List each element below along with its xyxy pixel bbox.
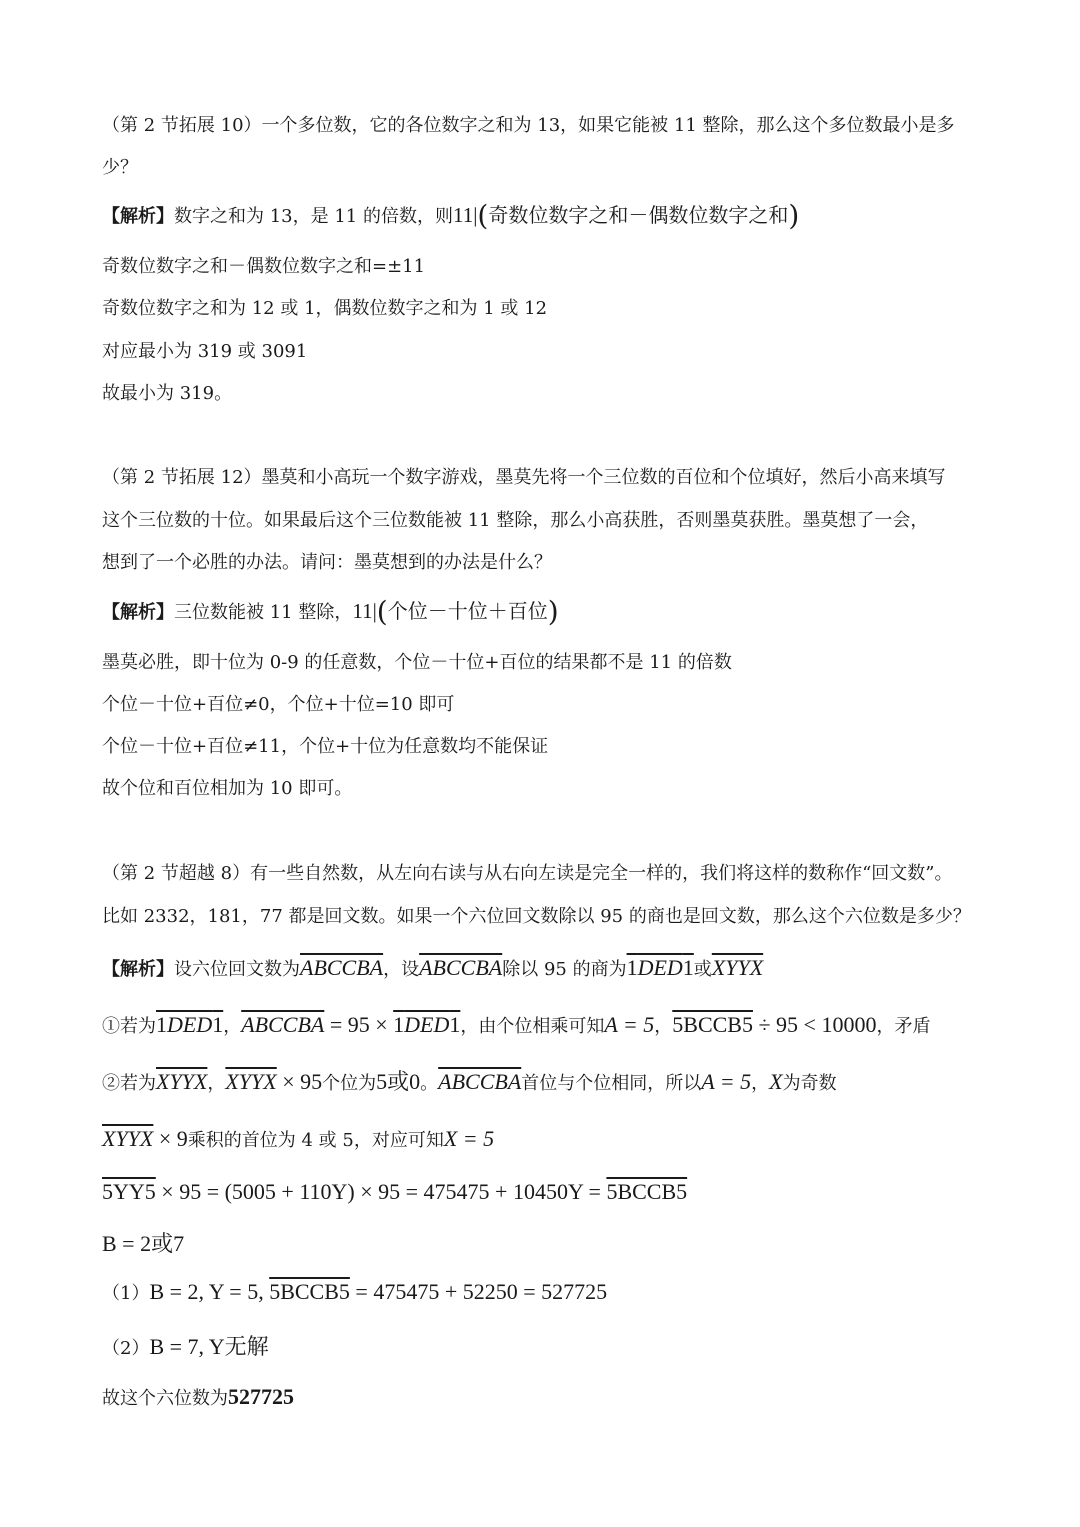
answer-text: 设六位回文数为 bbox=[174, 959, 300, 980]
problem1-answer-line3: 奇数位数字之和为 12 或 1，偶数位数字之和为 1 或 12 bbox=[102, 298, 548, 319]
problem3-answer-line8: （2）B = 7, Y无解 bbox=[102, 1334, 269, 1359]
answer-text: ，设 bbox=[383, 959, 420, 980]
problem3-answer-line9: 故这个六位数为527725 bbox=[102, 1384, 294, 1409]
problem1-question-line2: 少？ bbox=[102, 157, 138, 178]
math-1ded1: 1DED1 bbox=[626, 955, 694, 980]
problem3-answer-line2: ①若为1DED1，ABCCBA = 95 × 1DED1，由个位相乘可知A = 5，5BCCB5 ÷ 95 < 10000，矛盾 bbox=[102, 1012, 931, 1037]
math-1ded1: 1DED1 bbox=[393, 1012, 461, 1037]
problem3-answer-line7: （1）B = 2, Y = 5, 5BCCB5 = 475475 + 52250 = 527725 bbox=[102, 1279, 608, 1304]
math-abccba: ABCCBA bbox=[419, 955, 503, 980]
problem3-answer-line4: XYYX × 9乘积的首位为 4 或 5，对应可知X = 5 bbox=[102, 1126, 495, 1151]
math-abccba: ABCCBA bbox=[300, 955, 384, 980]
problem3-answer-line6: B = 2或7 bbox=[102, 1231, 185, 1256]
problem2-answer-line3: 个位－十位+百位≠0，个位+十位=10 即可 bbox=[102, 694, 455, 715]
problem1-answer-line5: 故最小为 319。 bbox=[102, 383, 233, 404]
problem3-answer-line3: ②若为XYYX，XYYX × 95个位为5或0。ABCCBA首位与个位相同，所以A = 5，X为奇数 bbox=[102, 1069, 837, 1094]
math-inner: 奇数位数字之和－偶数位数字之和 bbox=[488, 203, 789, 227]
problem1-answer-line4: 对应最小为 319 或 3091 bbox=[102, 341, 308, 362]
problem2-answer-line4: 个位－十位+百位≠11，个位+十位为任意数均不能保证 bbox=[102, 736, 549, 757]
problem1-question-line1: （第 2 节拓展 10）一个多位数，它的各位数字之和为 13，如果它能被 11 整除，那么这个多位数最小是多 bbox=[102, 115, 955, 136]
math-xyyx: XYYX bbox=[711, 955, 764, 980]
analysis-tag: 【解析】 bbox=[102, 206, 174, 227]
problem3-answer-line1 bbox=[102, 955, 763, 983]
final-answer: 527725 bbox=[228, 1384, 294, 1409]
answer-text: 或 bbox=[693, 959, 712, 980]
problem2-question-line2: 这个三位数的十位。如果最后这个三位数能被 11 整除，那么小高获胜，否则墨莫获胜。墨莫想了一会， bbox=[102, 510, 929, 531]
math-5bccb5: 5BCCB5 bbox=[269, 1279, 350, 1304]
analysis-tag: 【解析】 bbox=[102, 959, 174, 980]
answer-text: 数字之和为 13，是 11 的倍数，则 bbox=[174, 206, 453, 227]
math-5bccb5: 5BCCB5 bbox=[672, 1012, 753, 1037]
problem3-question-line2: 比如 2332，181，77 都是回文数。如果一个六位回文数除以 95 的商也是回文数，那么这个六位数是多少？ bbox=[102, 906, 971, 927]
math-abccba: ABCCBA bbox=[241, 1012, 325, 1037]
math-divides: 11| bbox=[352, 599, 377, 623]
math-divides: 11| bbox=[452, 203, 478, 227]
math-inner: 个位－十位＋百位 bbox=[387, 599, 548, 623]
problem1-answer-line1: 【解析】数字之和为 13，是 11 的倍数，则11|(奇数位数字之和－偶数位数字之和) bbox=[102, 199, 800, 232]
math-5yy5: 5YY5 bbox=[102, 1179, 156, 1204]
problem2-answer-line1: 【解析】三位数能被 11 整除，11|(个位－十位＋百位) bbox=[102, 595, 559, 628]
problem2-question-line1: （第 2 节拓展 12）墨莫和小高玩一个数字游戏，墨莫先将一个三位数的百位和个位填好，然后小高来填写 bbox=[102, 467, 946, 488]
problem3-question-line1: （第 2 节超越 8）有一些自然数，从左向右读与从右向左读是完全一样的，我们将这样的数称作“回文数”。 bbox=[102, 863, 953, 884]
analysis-tag: 【解析】 bbox=[102, 602, 174, 623]
math-xyyx: XYYX bbox=[102, 1126, 154, 1151]
answer-text: 除以 95 的商为 bbox=[502, 959, 627, 980]
problem3-answer-line5 bbox=[102, 1179, 687, 1207]
answer-text: 三位数能被 11 整除， bbox=[174, 602, 353, 623]
math-abccba: ABCCBA bbox=[438, 1069, 522, 1094]
problem2-answer-line2: 墨莫必胜，即十位为 0-9 的任意数，个位－十位+百位的结果都不是 11 的倍数 bbox=[102, 652, 732, 673]
math-1ded1: 1DED1 bbox=[156, 1012, 224, 1037]
math-xyyx: XYYX bbox=[225, 1069, 277, 1094]
math-5bccb5: 5BCCB5 bbox=[606, 1179, 688, 1204]
problem2-question-line3: 想到了一个必胜的办法。请问：墨莫想到的办法是什么？ bbox=[102, 552, 552, 573]
problem2-answer-line5: 故个位和百位相加为 10 即可。 bbox=[102, 778, 353, 799]
math-xyyx: XYYX bbox=[156, 1069, 208, 1094]
problem1-answer-line2: 奇数位数字之和－偶数位数字之和=±11 bbox=[102, 256, 426, 277]
math-expansion: × 95 = (5005 + 110Y) × 95 = 475475 + 10450Y = bbox=[155, 1179, 607, 1204]
